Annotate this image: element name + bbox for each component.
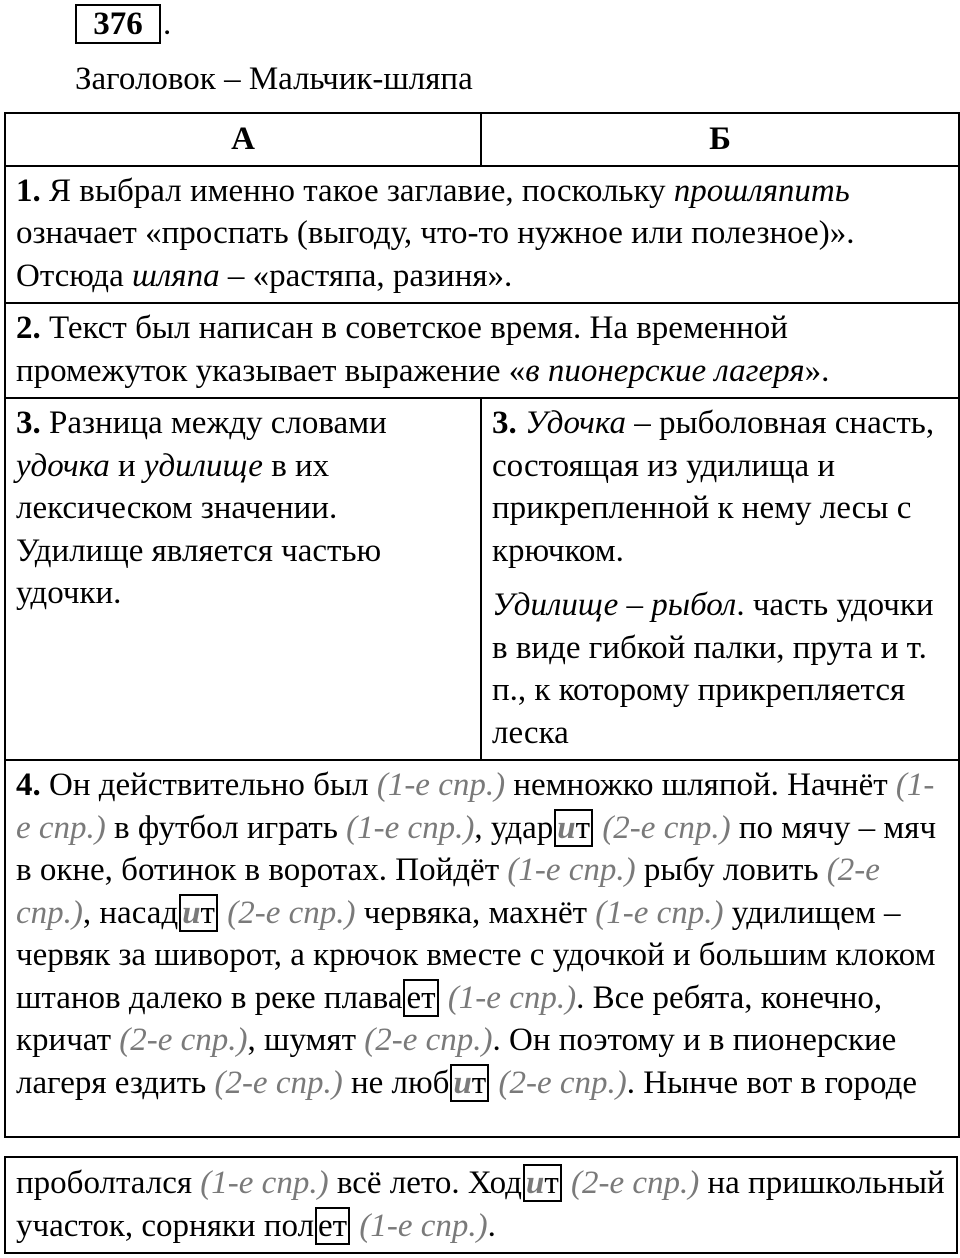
task-number: 376 bbox=[93, 6, 143, 42]
item-number: 3. bbox=[492, 405, 517, 441]
verb-ending-box bbox=[554, 809, 593, 847]
text: и bbox=[109, 447, 144, 484]
item-number: 3. bbox=[16, 405, 41, 441]
text: , удар bbox=[474, 809, 554, 846]
conjugation-note: (2-е спр.) bbox=[214, 1064, 343, 1101]
text: , шумят bbox=[247, 1022, 365, 1058]
verb-ending-box bbox=[315, 1207, 350, 1245]
row-3-cell-b bbox=[481, 398, 959, 760]
text: в их лексическом значении. Удилище является частью удочки. bbox=[16, 447, 382, 611]
definition-udochka bbox=[492, 402, 948, 572]
text: червяка, махнёт bbox=[355, 894, 596, 931]
italic-term: Удилище – рыбол bbox=[492, 587, 737, 623]
conjugation-note: (2-е спр.) bbox=[594, 809, 731, 846]
table-row bbox=[5, 760, 959, 1137]
row-2-cell bbox=[5, 303, 959, 398]
text: Разница между словами bbox=[40, 405, 387, 441]
ending-rest: ет bbox=[318, 1207, 348, 1244]
table-row bbox=[5, 303, 959, 398]
conjugation-note: (2-е спр.) bbox=[562, 1165, 700, 1201]
row-4-cell bbox=[5, 760, 959, 1137]
task-number-box bbox=[75, 4, 161, 44]
italic-term: шляпа bbox=[131, 257, 220, 294]
text: удилищем – червяк за шиворот, а крючок вместе с удочкой и большим клоком штанов далеко в реке плава bbox=[16, 894, 936, 1016]
continuation-box bbox=[4, 1156, 958, 1254]
ending-vowel: и bbox=[525, 1165, 545, 1201]
ending-vowel: и bbox=[453, 1064, 472, 1101]
ending-rest: т bbox=[200, 894, 215, 931]
conjugation-note: (1-е спр.) bbox=[439, 979, 577, 1016]
ending-rest: т bbox=[544, 1165, 559, 1201]
text bbox=[517, 405, 525, 441]
ending-vowel: и bbox=[557, 809, 576, 846]
verb-ending-box bbox=[523, 1164, 562, 1202]
text: ». bbox=[804, 352, 830, 389]
italic-term: прошляпить bbox=[673, 172, 850, 209]
ending-rest: ет bbox=[406, 979, 436, 1016]
conjugation-note: (2-е спр.) bbox=[364, 1022, 493, 1058]
conjugation-note: (1-е спр.) bbox=[507, 852, 636, 888]
text: рыбу ловить bbox=[635, 852, 827, 888]
text: , насад bbox=[82, 894, 179, 931]
item-number: 4. bbox=[16, 767, 41, 803]
text: означает «проспать (выгоду, что-то нужное или полезное)». Отсюда bbox=[16, 215, 855, 294]
italic-term: удилище bbox=[143, 447, 263, 484]
text: не люб bbox=[342, 1064, 450, 1101]
ending-rest: т bbox=[471, 1064, 487, 1101]
table-row bbox=[5, 398, 959, 760]
item-number: 2. bbox=[16, 310, 41, 346]
text: . Нынче вот в городе bbox=[626, 1064, 918, 1101]
conjugation-note: (1-е спр.) bbox=[376, 767, 506, 803]
text: Он действительно был bbox=[40, 767, 377, 803]
text: . bbox=[487, 1207, 496, 1244]
text: всё лето. Ход bbox=[328, 1165, 522, 1201]
conjugation-note: (2-е спр.) bbox=[119, 1022, 248, 1058]
conjugation-note: (2-е спр.) bbox=[16, 852, 880, 931]
text: по мячу – мяч в окне, ботинок в воротах. Пойдёт bbox=[16, 809, 937, 888]
text: – «растяпа, разиня». bbox=[219, 257, 513, 294]
text: Я выбрал именно такое заглавие, поскольку bbox=[40, 172, 674, 209]
conjugation-note: (1-е спр.) bbox=[16, 767, 935, 846]
conjugation-note: (1-е спр.) bbox=[346, 809, 475, 846]
text: проболтался bbox=[16, 1165, 201, 1201]
italic-term: удочка bbox=[16, 447, 110, 484]
conjugation-note: (1-е спр.) bbox=[351, 1207, 488, 1244]
answer-table bbox=[4, 112, 960, 1138]
text: . часть удочки в виде гибкой палки, прута и т. п., к которому прикрепляется леска bbox=[492, 587, 934, 751]
text: Текст был написан в советское время. На временной промежуток указывает выражение « bbox=[16, 310, 788, 389]
verb-ending-box bbox=[403, 979, 438, 1017]
definition-udilishche bbox=[492, 584, 948, 754]
column-header-b: Б bbox=[481, 113, 959, 166]
heading: Заголовок – Мальчик-шляпа bbox=[75, 61, 473, 97]
text: . Он поэтому и в пионерские лагеря ездить bbox=[16, 1022, 897, 1101]
text: в футбол играть bbox=[105, 809, 347, 846]
item-number: 1. bbox=[16, 172, 41, 209]
conjugation-note: (1-е спр.) bbox=[200, 1165, 329, 1201]
conjugation-note: (2-е спр.) bbox=[218, 894, 356, 931]
column-header-a: А bbox=[5, 113, 481, 166]
italic-term: Удочка bbox=[525, 405, 626, 441]
text: . Все ребята, конечно, кричат bbox=[16, 979, 883, 1058]
header-row bbox=[5, 113, 959, 166]
table-row bbox=[5, 166, 959, 304]
row-1-cell bbox=[5, 166, 959, 304]
task-number-dot: . bbox=[163, 6, 172, 42]
text: – рыболовная снасть, состоящая из удилища и прикрепленной к нему лесы с крючком. bbox=[492, 405, 935, 569]
ending-vowel: и bbox=[182, 894, 201, 931]
row-3-cell-a bbox=[5, 398, 481, 760]
verb-ending-box bbox=[179, 894, 218, 932]
conjugation-note: (1-е спр.) bbox=[595, 894, 724, 931]
text: немножко шляпой. Начнёт bbox=[505, 767, 896, 803]
text: на пришкольный участок, сорняки пол bbox=[16, 1165, 945, 1244]
verb-ending-box bbox=[450, 1064, 489, 1102]
conjugation-note: (2-е спр.) bbox=[490, 1064, 627, 1101]
ending-rest: т bbox=[575, 809, 591, 846]
italic-term: в пионерские лагеря bbox=[525, 352, 805, 389]
